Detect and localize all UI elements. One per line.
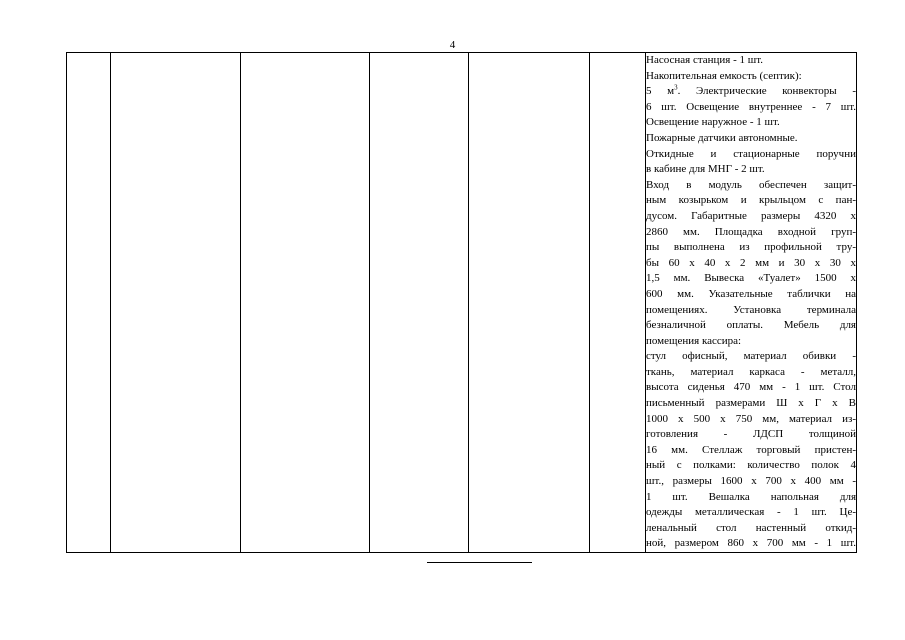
description-line: письменный размерами Ш х Г х В — [646, 397, 856, 410]
description-line: ный с полками: количество полок 4 — [646, 459, 856, 472]
cell-quantity — [590, 53, 646, 553]
description-line: Насосная станция - 1 шт. — [646, 54, 763, 66]
description-line: 1000 х 500 х 750 мм, материал из- — [646, 412, 856, 425]
description-line: пы выполнена из профильной тру- — [646, 241, 856, 254]
specification-table — [66, 52, 857, 553]
description-line: шт., размеры 1600 х 700 х 400 мм - — [646, 475, 856, 488]
description-line: Освещение наружное - 1 шт. — [646, 116, 780, 129]
cell-address — [241, 53, 370, 553]
description-line: Откидные и стационарные поручни — [646, 147, 856, 160]
cell-number — [67, 53, 111, 553]
description-line: Вход в модуль обеспечен защит- — [646, 178, 856, 191]
description-line: стул офисный, материал обивки - — [646, 350, 856, 363]
description-line: в кабине для МНГ - 2 шт. — [646, 163, 765, 176]
description-line: 2860 мм. Площадка входной груп- — [646, 225, 856, 238]
description-line: Пожарные датчики автономные. — [646, 131, 798, 144]
description-line: ным козырьком и крыльцом с пан- — [646, 194, 856, 207]
description-line: ленальный стол настенный откид- — [646, 521, 856, 534]
description-line: 1,5 мм. Вывеска «Туалет» 1500 х — [646, 272, 856, 285]
cell-type — [370, 53, 469, 553]
description-line: готовления - ЛДСП толщиной — [646, 428, 856, 441]
cell-description — [646, 53, 857, 553]
cell-name — [111, 53, 241, 553]
description-line: Накопительная емкость (септик): — [646, 69, 802, 82]
description-line: высота сиденья 470 мм - 1 шт. Стол — [646, 381, 856, 394]
description-text — [646, 53, 856, 552]
description-line: 6 шт. Освещение внутреннее - 7 шт. — [646, 100, 856, 113]
description-line: 5 $м^3$. Электрические конвекторы - — [646, 84, 856, 98]
page-number: 4 — [449, 39, 456, 51]
description-line: 16 мм. Стеллаж торговый пристен- — [646, 443, 856, 456]
description-line: 1 шт. Вешалка напольная для — [646, 490, 856, 503]
description-line: ткань, материал каркаса - металл, — [646, 365, 856, 378]
description-line: одежды металлическая - 1 шт. Це- — [646, 506, 856, 519]
description-line: ной, размером 860 х 700 мм - 1 шт. — [646, 537, 856, 550]
table-row — [67, 53, 857, 553]
cell-location — [469, 53, 590, 553]
footnote-separator — [427, 562, 532, 563]
description-line: помещениях. Установка терминала — [646, 303, 856, 316]
description-line: дусом. Габаритные размеры 4320 х — [646, 209, 856, 222]
description-line: бы 60 х 40 х 2 мм и 30 х 30 х — [646, 256, 856, 269]
description-line: помещения кассира: — [646, 334, 742, 347]
description-line: 600 мм. Указательные таблички на — [646, 287, 856, 300]
description-line: безналичной оплаты. Мебель для — [646, 319, 856, 332]
